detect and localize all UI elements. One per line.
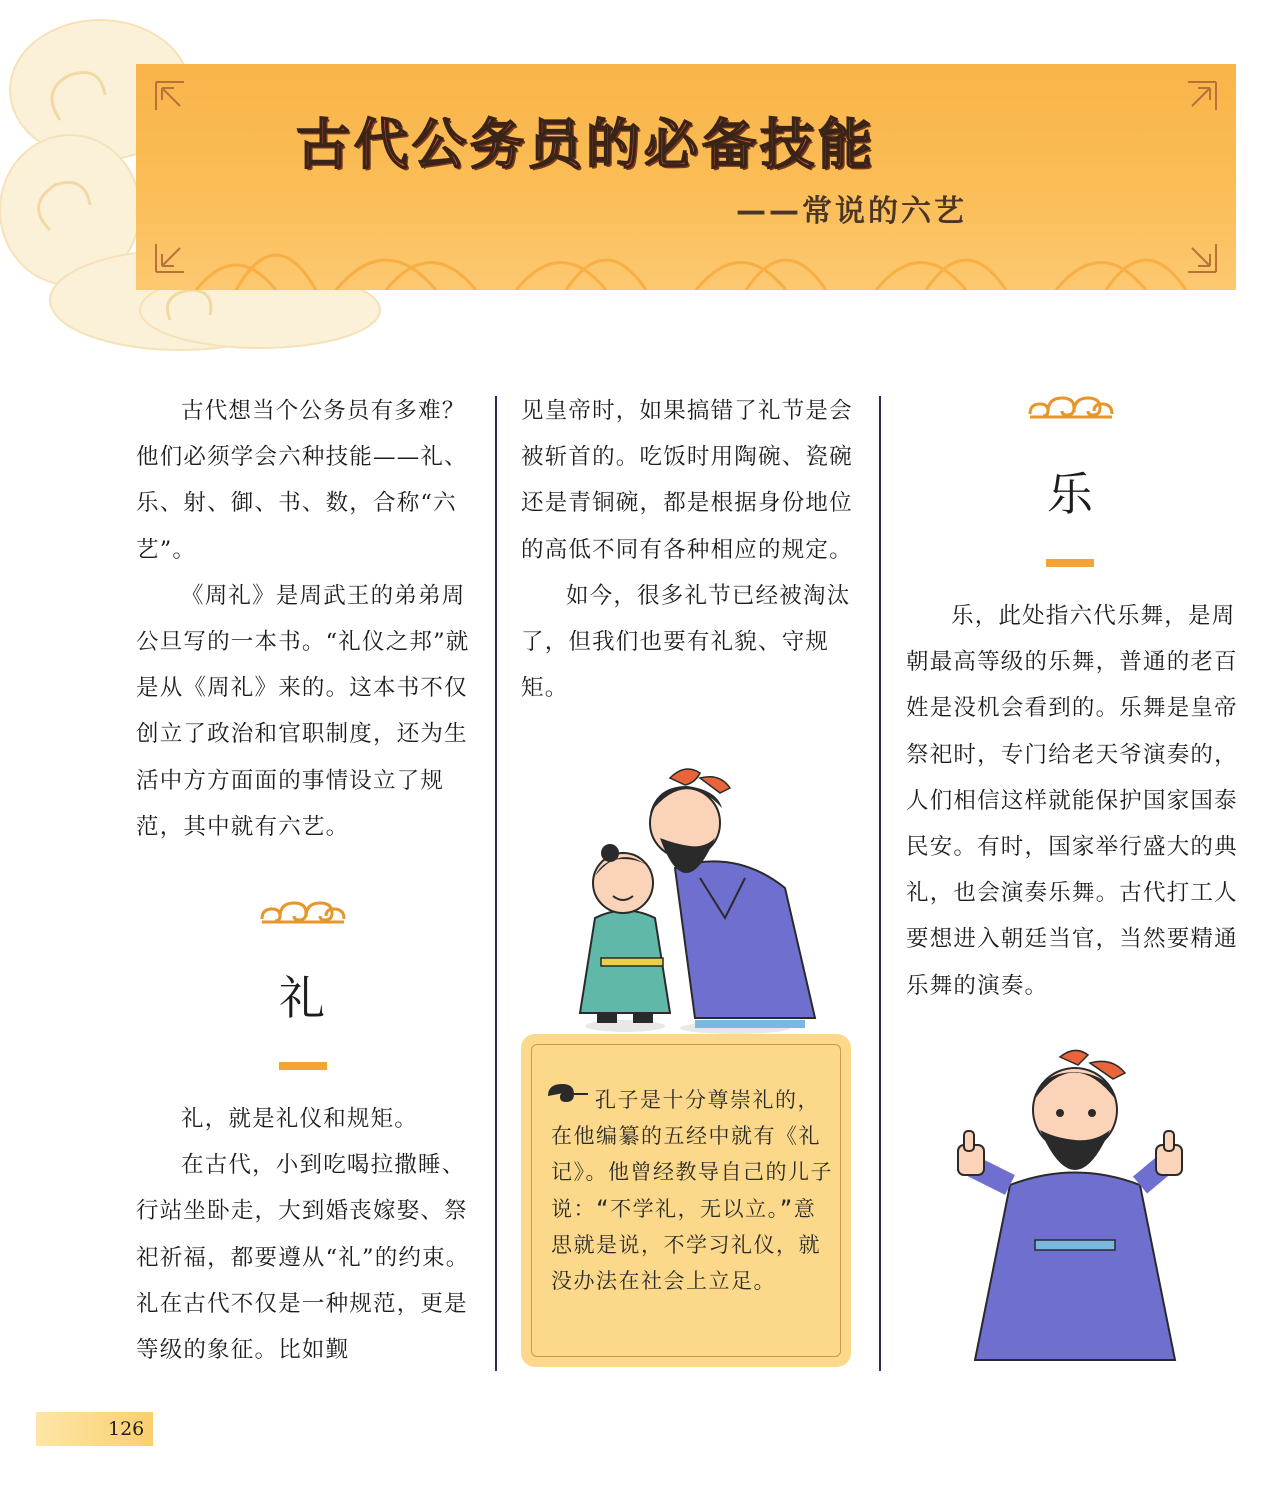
title-banner: [136, 64, 1236, 290]
heading-accent-bar: [1046, 559, 1094, 567]
section-heading-yue: 乐: [1047, 467, 1093, 521]
page-subtitle: ——常说的六艺: [736, 194, 967, 229]
cloud-ornament-icon: [258, 899, 348, 927]
column-1-section: [136, 1096, 472, 1373]
column-divider: [495, 396, 497, 1371]
confucius-and-child-illustration: [555, 758, 825, 1038]
page-number: 126: [108, 1418, 145, 1440]
sage-thumbs-up-illustration: [950, 1045, 1200, 1375]
section-paragraph: 礼，就是礼仪和规矩。: [181, 1106, 419, 1132]
cloud-ornament-icon: [1026, 394, 1116, 422]
column-2-text: [521, 388, 857, 711]
intro-paragraph: 古代想当个公务员有多难？他们必须学会六种技能——礼、乐、射、御、书、数，合称“六艺”。: [136, 398, 468, 563]
page-title: 古代公务员的必备技能: [296, 113, 876, 176]
section-heading-li: 礼: [279, 971, 325, 1025]
section-paragraph: 在古代，小到吃喝拉撒睡、行站坐卧走，大到婚丧嫁娶、祭祀祈福，都要遵从“礼”的约束。礼在古代不仅是一种规范，更是等级的象征。比如觐: [136, 1152, 470, 1364]
ink-cloud-icon: [544, 1080, 590, 1110]
column-3-text: [906, 593, 1242, 1009]
note-content: 孔子是十分尊崇礼的，在他编纂的五经中就有《礼记》。他曾经教导自己的儿子说：“不学礼，无以立。”意思就是说，不学习礼仪，就没办法在社会上立足。: [551, 1088, 833, 1294]
body-paragraph: 如今，很多礼节已经被淘汰了，但我们也要有礼貌、守规矩。: [521, 582, 851, 702]
intro-paragraph: 《周礼》是周武王的弟弟周公旦写的一本书。“礼仪之邦”就是从《周礼》来的。这本书不仅创立了政治和官职制度，还为生活中方方面面的事情设立了规范，其中就有六艺。: [136, 582, 470, 840]
column-1-intro: [136, 388, 472, 850]
heading-accent-bar: [279, 1062, 327, 1070]
column-divider: [879, 396, 881, 1371]
note-text: [551, 1082, 833, 1299]
body-paragraph: 乐，此处指六代乐舞，是周朝最高等级的乐舞，普通的老百姓是没机会看到的。乐舞是皇帝祭祀时，专门给老天爷演奏的，人们相信这样就能保护国家国泰民安。有时，国家举行盛大的典礼，也会演奏乐舞。古代打工人要想进入朝廷当官，当然要精通乐舞的演奏。: [906, 603, 1238, 999]
continued-paragraph: 见皇帝时，如果搞错了礼节是会被斩首的。吃饭时用陶碗、瓷碗还是青铜碗，都是根据身份地位的高低不同有各种相应的规定。: [521, 398, 853, 563]
